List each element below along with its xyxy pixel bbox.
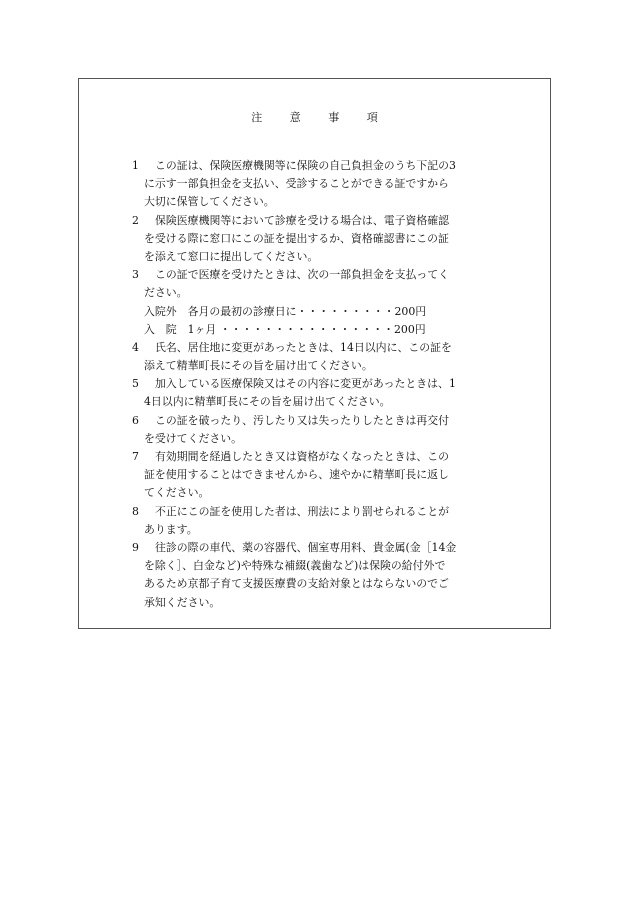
- item-text: 入 院 1ヶ月 ・・・・・・・・・・・・・・・・200円: [144, 322, 426, 336]
- notice-line: [132, 175, 504, 193]
- notice-title: 注 意 事 項: [251, 111, 390, 124]
- item-text: 氏名、居住地に変更があったときは、14日以内に、この証を: [155, 340, 452, 354]
- notice-line: [132, 466, 504, 484]
- notice-list: [132, 157, 504, 612]
- item-text: 承知ください。: [144, 595, 221, 609]
- notice-frame: [78, 78, 551, 629]
- notice-line: [132, 575, 504, 593]
- item-text: この証を破ったり、汚したり又は失ったりしたときは再交付: [155, 413, 450, 427]
- item-number: 9: [132, 540, 139, 554]
- item-text: 入院外 各月の最初の診療日に・・・・・・・・・200円: [144, 304, 427, 318]
- item-text: を受ける際に窓口にこの証を提出するか、資格確認書にこの証: [144, 231, 449, 245]
- notice-line: [132, 212, 504, 230]
- notice-line: [132, 357, 504, 375]
- item-text: あります。: [144, 522, 198, 536]
- item-text: 有効期間を経過したとき又は資格がなくなったときは、この: [155, 450, 450, 463]
- item-text: を添えて窓口に提出してください。: [144, 249, 319, 263]
- item-text: あるため京都子育て支援医療費の支給対象とはならないのでご: [144, 577, 449, 591]
- item-text: 添えて精華町長にその旨を届け出てください。: [144, 359, 373, 373]
- notice-line: [132, 303, 504, 321]
- notice-line: [132, 393, 504, 411]
- item-number: 3: [132, 268, 139, 282]
- item-text: を受けてください。: [144, 431, 243, 445]
- item-number: 7: [132, 450, 139, 463]
- item-number: 8: [132, 504, 139, 518]
- item-text: 証を使用することはできませんから、速やかに精華町長に返し: [144, 468, 449, 482]
- notice-line: [132, 375, 504, 393]
- item-text: 加入している医療保険又はその内容に変更があったときは、1: [155, 377, 456, 391]
- item-text: 不正にこの証を使用した者は、刑法により罰せられることが: [155, 504, 450, 518]
- item-text: 保険医療機関等において診療を受ける場合は、電子資格確認: [155, 213, 450, 227]
- notice-line: [132, 284, 504, 302]
- item-text: この証で医療を受けたときは、次の一部負担金を支払ってく: [155, 268, 450, 282]
- notice-line: [132, 248, 504, 266]
- item-number: 4: [132, 340, 139, 354]
- notice-line: [132, 521, 504, 539]
- notice-line: [132, 484, 504, 502]
- notice-line: [132, 230, 504, 248]
- notice-line: [132, 157, 504, 175]
- item-text: を除く］、白金など)や特殊な補綴(義歯など)は保険の給付外で: [144, 559, 446, 573]
- item-number: 5: [132, 377, 139, 391]
- item-text: 往診の際の車代、薬の容器代、個室専用料、貴金属(金［14金: [155, 540, 457, 554]
- item-text: ださい。: [144, 286, 188, 300]
- notice-line: [132, 448, 504, 466]
- item-number: 1: [132, 159, 139, 172]
- item-text: 4日以内に精華町長にその旨を届け出てください。: [144, 395, 391, 409]
- notice-line: [132, 539, 504, 557]
- item-text: この証は、保険医療機関等に保険の自己負担金のうち下記の3: [155, 159, 456, 172]
- notice-line: [132, 594, 504, 612]
- notice-line: [132, 321, 504, 339]
- notice-line: [132, 339, 504, 357]
- item-number: 2: [132, 213, 139, 227]
- notice-line: [132, 557, 504, 575]
- notice-line: [132, 412, 504, 430]
- item-text: てください。: [144, 486, 210, 500]
- item-text: 大切に保管してください。: [144, 195, 275, 209]
- notice-line: [132, 266, 504, 284]
- item-number: 6: [132, 413, 139, 427]
- notice-line: [132, 430, 504, 448]
- notice-line: [132, 193, 504, 211]
- item-text: に示す一部負担金を支払い、受診することができる証ですから: [144, 177, 449, 191]
- notice-line: [132, 503, 504, 521]
